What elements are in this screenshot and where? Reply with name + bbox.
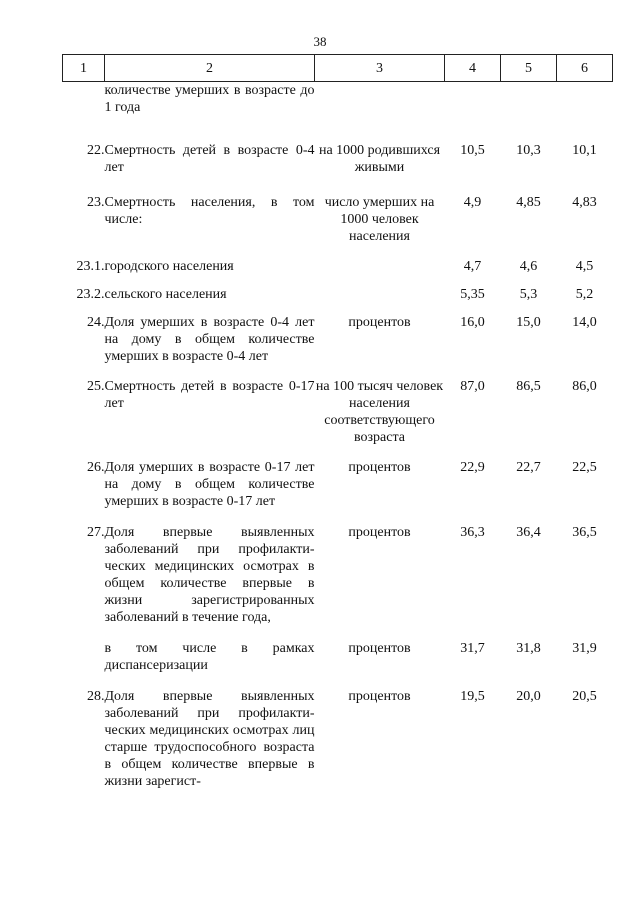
indicators-table: [62, 54, 613, 790]
value-col-5: 31,8: [516, 641, 541, 656]
table-row: [63, 194, 613, 245]
value-col-6: [557, 82, 613, 117]
header-col-6: 6: [557, 55, 613, 82]
value-col-6: 4,5: [575, 259, 594, 274]
value-col-4: 10,5: [460, 143, 485, 158]
value-col-5: 10,3: [516, 143, 541, 158]
value-col-6: 86,0: [572, 379, 597, 394]
value-col-5: [501, 82, 557, 117]
indicator-name: Смертность детей в возрасте 0-17 лет: [104, 379, 315, 411]
row-spacer: [63, 626, 613, 640]
page-number: 38: [313, 34, 327, 49]
unit-of-measure: [315, 286, 445, 303]
unit-of-measure: процентов: [348, 689, 411, 704]
value-col-6: 31,9: [572, 641, 597, 656]
indicator-name: Доля умерших в возрасте 0-4 лет на дому в общем количестве умерших в возрасте 0-4 лет: [104, 315, 315, 364]
row-spacer: [63, 116, 613, 142]
indicator-name: сельского населения: [104, 287, 227, 302]
table-row: [63, 142, 613, 176]
indicator-name: количестве умерших в возрасте до 1 года: [104, 83, 315, 115]
table-row: [63, 82, 613, 117]
unit-of-measure: [315, 82, 445, 117]
unit-of-measure: процентов: [348, 460, 411, 475]
indicator-name: Смертность детей в возрасте 0-4 лет: [104, 143, 315, 175]
value-col-4: [445, 82, 501, 117]
table-row: [63, 258, 613, 275]
table-row: [63, 459, 613, 510]
row-number: 28.: [87, 689, 105, 704]
table-row: [63, 314, 613, 365]
header-col-5: 5: [501, 55, 557, 82]
value-col-5: 4,85: [516, 195, 541, 210]
value-col-6: 36,5: [572, 525, 597, 540]
value-col-5: 86,5: [516, 379, 541, 394]
indicator-name: Доля умерших в возрасте 0-17 лет на дому в общем количестве умерших в возрасте 0-17 лет: [104, 460, 315, 509]
table-row: [63, 640, 613, 674]
row-number: 26.: [87, 460, 105, 475]
row-spacer: [63, 245, 613, 258]
row-number: 22.: [87, 143, 105, 158]
unit-of-measure: [315, 258, 445, 275]
header-row: [63, 55, 613, 82]
value-col-4: 19,5: [460, 689, 485, 704]
row-spacer: [63, 176, 613, 194]
unit-of-measure: на 100 тысяч человек населения соответствующего возраста: [315, 379, 444, 445]
value-col-5: 22,7: [516, 460, 541, 475]
value-col-5: 4,6: [519, 259, 538, 274]
value-col-6: 20,5: [572, 689, 597, 704]
table-row: [63, 286, 613, 303]
indicator-name: городского населения: [104, 259, 234, 274]
value-col-4: 16,0: [460, 315, 485, 330]
header-col-3: 3: [315, 55, 445, 82]
value-col-4: 5,35: [460, 287, 485, 302]
row-spacer: [63, 275, 613, 286]
value-col-4: 36,3: [460, 525, 485, 540]
table-row: [63, 378, 613, 446]
indicator-name: Доля впервые выявленных заболеваний при профилакти-ческих медицинских осмотрах лиц старше трудоспособного возраста в общем количестве впервые в жизни зарегист-: [104, 689, 315, 789]
row-spacer: [63, 510, 613, 524]
row-spacer: [63, 674, 613, 688]
unit-of-measure: число умерших на 1000 человек населения: [324, 195, 435, 244]
unit-of-measure: на 1000 родившихся живыми: [318, 143, 441, 175]
row-number: 27.: [87, 525, 105, 540]
row-number: 23.1.: [76, 259, 105, 274]
row-spacer: [63, 303, 613, 314]
row-number: [63, 82, 105, 117]
value-col-6: 5,2: [575, 287, 594, 302]
indicator-name: в том числе в рамках диспансеризации: [104, 641, 315, 673]
value-col-5: 36,4: [516, 525, 541, 540]
row-spacer: [63, 446, 613, 459]
row-number: [63, 640, 105, 674]
row-number: 23.2.: [76, 287, 105, 302]
row-spacer: [63, 365, 613, 378]
value-col-6: 14,0: [572, 315, 597, 330]
unit-of-measure: процентов: [348, 525, 411, 540]
value-col-4: 87,0: [460, 379, 485, 394]
table-row: [63, 688, 613, 790]
value-col-6: 4,83: [572, 195, 597, 210]
value-col-4: 4,9: [463, 195, 482, 210]
unit-of-measure: процентов: [348, 315, 411, 330]
header-col-1: 1: [63, 55, 105, 82]
table-row: [63, 524, 613, 626]
value-col-6: 10,1: [572, 143, 597, 158]
unit-of-measure: процентов: [348, 641, 411, 656]
header-col-4: 4: [445, 55, 501, 82]
value-col-4: 22,9: [460, 460, 485, 475]
row-number: 23.: [87, 195, 105, 210]
row-number: 25.: [87, 379, 105, 394]
value-col-5: 20,0: [516, 689, 541, 704]
indicator-name: Доля впервые выявленных заболеваний при профилакти-ческих медицинских осмотрах в общем количестве впервые в жизни зарегистрированных заболеваний в течение года,: [104, 525, 315, 625]
table-body: [63, 82, 613, 791]
value-col-4: 4,7: [463, 259, 482, 274]
value-col-6: 22,5: [572, 460, 597, 475]
row-number: 24.: [87, 315, 105, 330]
value-col-5: 15,0: [516, 315, 541, 330]
header-col-2: 2: [105, 55, 315, 82]
value-col-4: 31,7: [460, 641, 485, 656]
value-col-5: 5,3: [519, 287, 538, 302]
indicator-name: Смертность населения, в том числе:: [104, 195, 315, 227]
